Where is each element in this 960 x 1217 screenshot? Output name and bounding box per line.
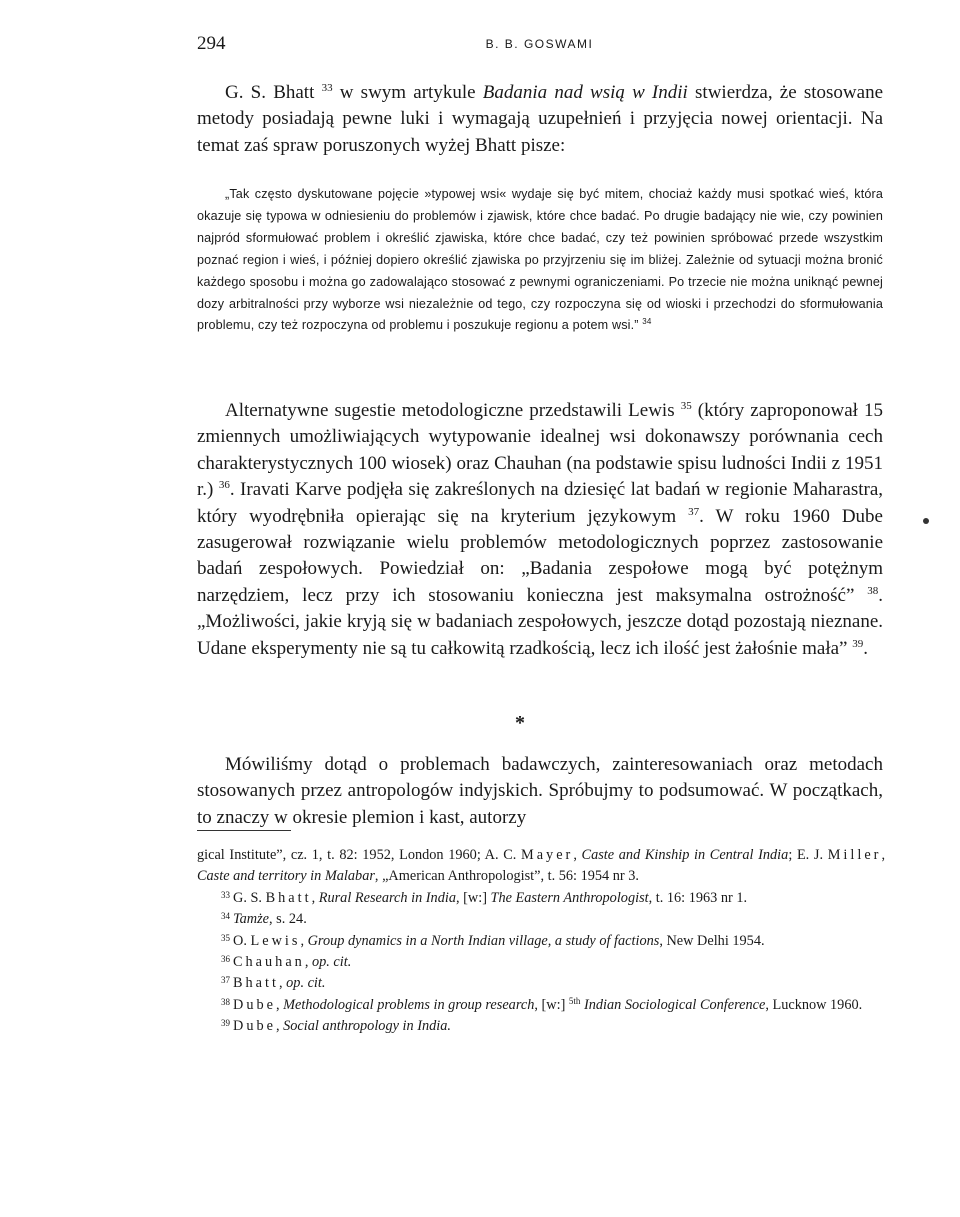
text-run: stwierdza, że stosowane metody posiadają pewne luki i wymagają uzupełnień i przyjęcia nowej orientacji. Na temat zaś spraw poruszonych wyżej Bhatt pisze: bbox=[197, 82, 883, 156]
text-run: , bbox=[275, 996, 284, 1013]
footnote-35 bbox=[197, 931, 885, 952]
footnote-ref-35: 35 bbox=[680, 400, 692, 412]
block-quote bbox=[197, 184, 883, 337]
footnote-title: Social anthropology in India. bbox=[283, 1018, 451, 1035]
text-run: , bbox=[881, 847, 886, 863]
footnote-author: Bhatt bbox=[265, 889, 312, 906]
text-run: , bbox=[278, 975, 287, 992]
footnote-mark: 37 bbox=[221, 975, 230, 986]
footnote-author: Lewis bbox=[250, 932, 301, 949]
text-run: . bbox=[863, 637, 868, 659]
footnote-continuation bbox=[197, 845, 885, 888]
footnote-38 bbox=[197, 995, 885, 1016]
footnote-title: Tamże bbox=[233, 911, 270, 928]
text-run: (który zaproponował 15 zmiennych umożliwiających wytypowanie idealnej wsi dokonawszy porównania cech charakterystycznych 100 wiosek) oraz Chauhan (na podstawie spisu ludności Indii z 1951 r.) bbox=[197, 400, 883, 501]
footnote-mark: 35 bbox=[221, 932, 230, 943]
footnote-ref-39: 39 bbox=[852, 637, 864, 650]
footnote-author: Bhatt bbox=[233, 975, 279, 992]
footnote-author: Mayer bbox=[520, 847, 574, 863]
text-run: . „Możliwości, jakie kryją się w badaniach zespołowych, jeszcze dotąd pozostają nieznane. Udane eksperymenty nie są tu całkowitą rzadkością, lecz ich ilość jest żałośnie mała” bbox=[197, 584, 883, 659]
footnote-title: Methodological problems in group research bbox=[283, 996, 535, 1013]
print-speck bbox=[923, 518, 929, 524]
footnote-ref-37: 37 bbox=[688, 505, 700, 518]
footnote-mark: 34 bbox=[221, 911, 230, 922]
running-head: B. B. GOSWAMI bbox=[485, 37, 594, 51]
footnote-36 bbox=[197, 952, 885, 973]
footnote-title: Caste and Kinship in Central India bbox=[581, 847, 789, 863]
footnote-ref-36: 36 bbox=[218, 479, 230, 492]
text-run: G. S. bbox=[233, 889, 266, 906]
footnote-33 bbox=[197, 888, 885, 909]
text-run: G. S. Bhatt bbox=[225, 82, 322, 103]
text-run: , [w:] bbox=[534, 996, 569, 1013]
text-run: , bbox=[304, 954, 312, 971]
footnote-mark: 36 bbox=[221, 954, 230, 965]
article-title: Badania nad wsią w Indii bbox=[482, 82, 688, 103]
text-run: . Iravati Karve podjęła się zakreślonych na dziesięć lat badań w regionie Maharastra, który wyodrębniła opierając się na kryterium językowym bbox=[197, 479, 884, 527]
text-run: Alternatywne sugestie metodologiczne przedstawili Lewis bbox=[225, 400, 681, 421]
section-separator: * bbox=[515, 712, 525, 734]
text-run: gical Institute”, cz. 1, t. 82: 1952, London 1960; A. C. bbox=[197, 847, 521, 863]
footnote-title: op. cit. bbox=[311, 954, 352, 971]
text-run: , t. 16: 1963 nr 1. bbox=[648, 889, 748, 906]
footnote-journal: The Eastern Anthropologist bbox=[490, 889, 649, 906]
paragraph-alternatives bbox=[197, 398, 883, 662]
paragraph-bhatt bbox=[197, 80, 883, 159]
footnote-title: op. cit. bbox=[286, 975, 326, 992]
footnote-mark: 39 bbox=[221, 1018, 230, 1029]
footnote-journal: Indian Sociological Conference bbox=[580, 996, 766, 1013]
page-header bbox=[197, 33, 882, 57]
text-run: , bbox=[573, 847, 582, 863]
footnote-37 bbox=[197, 973, 885, 994]
text-run: ; E. J. bbox=[788, 847, 828, 863]
quote-text: „Tak często dyskutowane pojęcie »typowej wsi« wydaje się być mitem, chociaż każdy musi spotkać wieś, która okazuje się typowa w odniesieniu do problemów i zjawisk, które chce badać. Po drugie badający nie wie, czy powinien najpród sformułować problem i określić zjawiska, które chce badać, czy też powinien spróbować przede wszystkim poznać region i wieś, i później dopiero określić zjawiska po przyjrzeniu się im bliżej. Zależnie od sytuacji można bronić każdego sposobu i można go zadowalająco stosować z pewnymi ograniczeniami. Po trzecie nie można uniknąć pewnej dozy arbitralności przy wyborze wsi niezależnie od tego, czy rozpoczyna się od wioski i przechodzi do sformułowania problemu, czy też rozpoczyna od problemu i poszukuje regionu a potem wsi.” bbox=[197, 187, 883, 333]
text-run: , s. 24. bbox=[269, 911, 307, 928]
footnote-mark: 38 bbox=[221, 996, 230, 1007]
text-run: , Lucknow 1960. bbox=[765, 996, 863, 1013]
footnote-ref-33: 33 bbox=[321, 82, 333, 94]
footnote-title: Rural Research in India bbox=[318, 889, 456, 906]
text-run: , bbox=[311, 889, 319, 906]
footnote-title: Caste and territory in Malabar bbox=[197, 868, 375, 885]
footnote-ref-34: 34 bbox=[642, 317, 652, 327]
text-run: w swym artykule bbox=[332, 82, 483, 103]
footnote-34 bbox=[197, 909, 885, 930]
footnote-ref-38: 38 bbox=[867, 584, 879, 597]
footnote-author: Dube bbox=[233, 996, 276, 1013]
footnotes bbox=[197, 845, 885, 1038]
text-run: , [w:] bbox=[455, 889, 491, 906]
text-run: , „American Anthropologist”, t. 56: 1954 nr 3. bbox=[374, 868, 639, 885]
footnote-rule bbox=[197, 830, 291, 831]
footnote-author: Miller bbox=[827, 847, 882, 863]
footnote-title: Group dynamics in a North Indian village, a study of factions bbox=[307, 932, 660, 949]
text-run: , bbox=[275, 1018, 284, 1035]
text-run: O. bbox=[233, 932, 251, 949]
text-run: , bbox=[300, 932, 308, 949]
text-run: . W roku 1960 Dube zasugerował rozwiązanie wielu problemów metodologicznych poprzez zastosowanie badań zespołowych. Powiedział on: „Badania zespołowe mogą być potężnym narzędziem, lecz przy ich stosowaniu konieczna jest maksymalna ostrożność” bbox=[197, 505, 883, 606]
footnote-author: Chauhan bbox=[233, 954, 305, 971]
paragraph-summary bbox=[197, 752, 883, 831]
page-number: 294 bbox=[197, 33, 226, 54]
footnote-mark: 33 bbox=[221, 889, 230, 900]
text-run: , New Delhi 1954. bbox=[659, 932, 765, 949]
footnote-39 bbox=[197, 1016, 885, 1037]
ordinal-superscript: 5th bbox=[568, 995, 581, 1006]
paragraph-text: Mówiliśmy dotąd o problemach badawczych, zainteresowaniach oraz metodach stosowanych przez antropologów indyjskich. Spróbujmy to podsumować. W początkach, to znaczy w okresie plemion i kast, autorzy bbox=[197, 754, 883, 828]
footnote-author: Dube bbox=[233, 1018, 276, 1035]
